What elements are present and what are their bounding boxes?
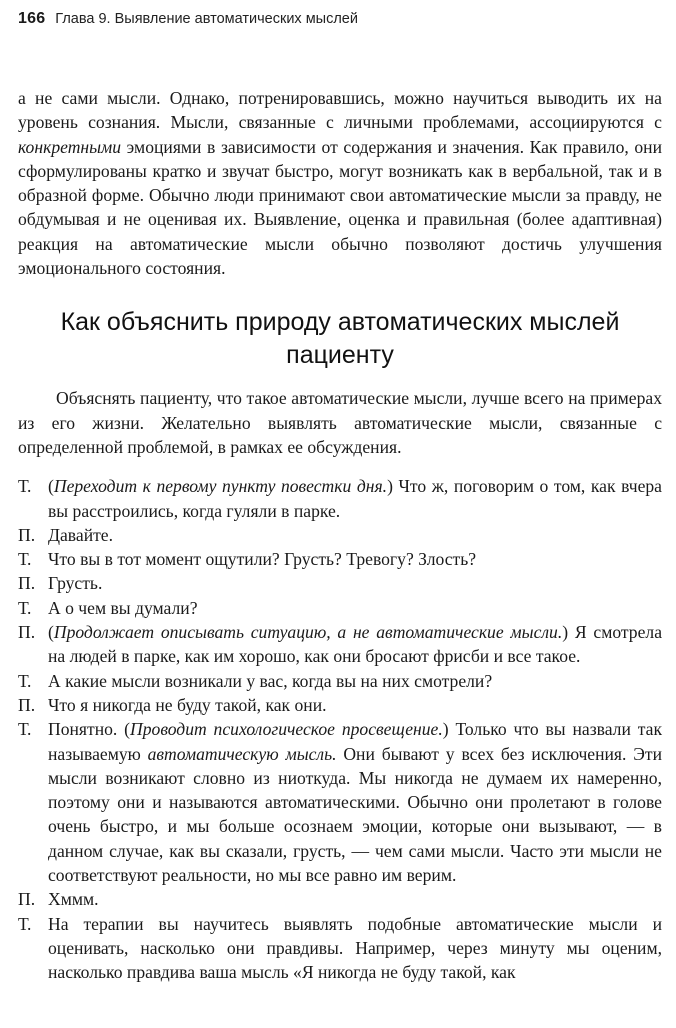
dialogue-text: На терапии вы научитесь выявлять подобные автоматические мысли и оценивать, насколько они правдивы. Например, через минуту мы оценим, насколько правдива ваша мысль «Я никогда не буду такой, как [48, 913, 662, 983]
page-number: 166 [18, 10, 46, 27]
dialogue-text: Давайте. [48, 524, 114, 545]
dialogue-text: (Продолжает описывать ситуацию, а не автоматические мысли.) Я смотрела на людей в парке, как им хорошо, как они бросают фрисби и все такое. [48, 622, 662, 667]
speaker-label: П. [18, 694, 36, 715]
dialogue-text: Хммм. [48, 889, 99, 910]
speaker-label: Т. [18, 549, 32, 570]
dialogue-line [18, 693, 662, 717]
dialogue-text: Что я никогда не буду такой, как они. [48, 694, 327, 715]
dialogue [18, 474, 662, 984]
dialogue-text: Грусть. [48, 573, 103, 594]
intro-text-1: а не сами мысли. Однако, потренировавшись, можно научиться выводить их на уровень сознания. Мысли, связанные с личными проблемами, ассоциируются с [18, 88, 662, 133]
stage-direction: Продолжает описывать ситуацию, а не автоматические мысли. [53, 622, 563, 643]
dialogue-text: Что вы в тот момент ощутили? Грусть? Тревогу? Злость? [48, 549, 477, 570]
dialogue-line [18, 887, 662, 911]
speaker-label: Т. [18, 670, 32, 691]
speaker-label: П. [18, 622, 36, 643]
dialogue-line [18, 571, 662, 595]
dialogue-text: Понятно. (Проводит психологическое просвещение.) Только что вы назвали так называемую автоматическую мысль. Они бывают у всех без исключения. Эти мысли возникают словно из ниоткуда. Мы никогда не думаем их намеренно, поэтому они и называются автоматическими. Обычно они пролетают в голове очень быстро, и мы больше осознаем эмоции, которые они вызывают, — в данном случае, как вы сказали, грусть, — чем сами мысли. Часто эти мысли не соответствуют реальности, но мы все равно им верим. [48, 719, 662, 886]
intro-emphasis: конкретными [18, 136, 122, 157]
section-paragraph: Объяснять пациенту, что такое автоматические мысли, лучше всего на примерах из его жизни. Желательно выявлять автоматические мысли, связанные с определенной проблемой, в рамках ее обсуждения. [18, 388, 662, 457]
speaker-label: П. [18, 573, 36, 594]
intro-paragraph [18, 86, 662, 280]
dialogue-line [18, 620, 662, 669]
page-body [18, 86, 662, 985]
stage-direction: Переходит к первому пункту повестки дня. [53, 476, 388, 497]
speaker-label: Т. [18, 719, 32, 740]
section-heading-line-2: пациенту [286, 341, 394, 370]
chapter-title: Глава 9. Выявление автоматических мыслей [55, 11, 358, 27]
dialogue-line [18, 547, 662, 571]
running-header [18, 10, 358, 32]
dialogue-line [18, 474, 662, 523]
dialogue-line [18, 912, 662, 985]
speaker-label: П. [18, 889, 36, 910]
intro-text-2: эмоциями в зависимости от содержания и значения. Как правило, они сформулированы кратко и звучат быстро, могут возникать как в вербальной, так и в образной форме. Обычно люди принимают свои автоматические мысли за правду, не обдумывая и не оценивая их. Выявление, оценка и правильная (более адаптивная) реакция на автоматические мысли обычно позволяют достичь улучшения эмоционального состояния. [18, 136, 662, 279]
dialogue-text: (Переходит к первому пункту повестки дня.) Что ж, поговорим о том, как вчера вы расстроились, когда гуляли в парке. [48, 476, 662, 521]
dialogue-text: А о чем вы думали? [48, 597, 198, 618]
speaker-label: Т. [18, 913, 32, 934]
stage-direction: Проводит психологическое просвещение. [130, 719, 443, 740]
section-heading [18, 306, 662, 372]
dialogue-line [18, 523, 662, 547]
dialogue-line [18, 717, 662, 887]
section-heading-line-1: Как объяснить природу автоматических мыслей [60, 308, 620, 337]
speaker-label: П. [18, 524, 36, 545]
speaker-label: Т. [18, 597, 32, 618]
dialogue-line [18, 596, 662, 620]
dialogue-text: А какие мысли возникали у вас, когда вы на них смотрели? [48, 670, 493, 691]
speaker-label: Т. [18, 476, 32, 497]
dialogue-line [18, 669, 662, 693]
term-emphasis: автоматическую мысль. [147, 743, 337, 764]
